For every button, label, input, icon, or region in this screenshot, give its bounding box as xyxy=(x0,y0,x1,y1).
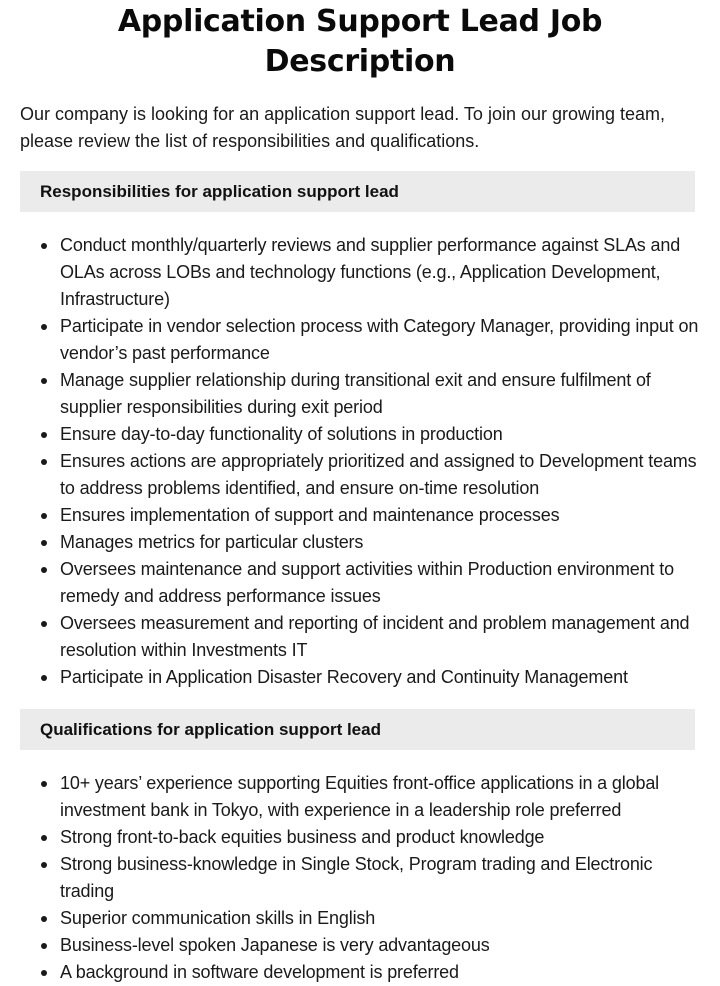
list-item xyxy=(20,664,700,691)
job-description-page xyxy=(0,2,720,986)
bullet-icon xyxy=(41,675,47,681)
qualifications-section-header xyxy=(20,709,695,750)
bullet-icon xyxy=(41,567,47,573)
bullet-icon xyxy=(41,943,47,949)
list-item xyxy=(20,232,700,313)
list-item-text: Ensure day-to-day functionality of solutions in production xyxy=(60,424,503,444)
bullet-icon xyxy=(41,432,47,438)
list-item-text: 10+ years’ experience supporting Equities front-office applications in a global investment bank in Tokyo, with experience in a leadership role preferred xyxy=(60,773,660,820)
list-item-text: Manages metrics for particular clusters xyxy=(60,532,364,552)
list-item-text: Ensures implementation of support and maintenance processes xyxy=(60,505,560,525)
qualifications-list xyxy=(20,770,700,986)
list-item-text: A background in software development is preferred xyxy=(60,962,459,982)
responsibilities-heading: Responsibilities for application support lead xyxy=(40,181,399,201)
qualifications-heading: Qualifications for application support lead xyxy=(40,719,381,739)
list-item xyxy=(20,824,700,851)
list-item xyxy=(20,448,700,502)
list-item xyxy=(20,367,700,421)
list-item xyxy=(20,313,700,367)
bullet-icon xyxy=(41,459,47,465)
bullet-icon xyxy=(41,781,47,787)
bullet-icon xyxy=(41,540,47,546)
list-item xyxy=(20,610,700,664)
list-item-text: Business-level spoken Japanese is very advantageous xyxy=(60,935,490,955)
list-item xyxy=(20,421,700,448)
list-item xyxy=(20,770,700,824)
list-item-text: Manage supplier relationship during transitional exit and ensure fulfilment of supplier responsibilities during exit period xyxy=(60,370,651,417)
list-item-text: Superior communication skills in English xyxy=(60,908,376,928)
list-item xyxy=(20,556,700,610)
intro-paragraph: Our company is looking for an application support lead. To join our growing team, please review the list of responsibilities and qualifications. xyxy=(20,104,666,151)
list-item-text: Ensures actions are appropriately prioritized and assigned to Development teams to address problems identified, and ensure on-time resolution xyxy=(60,451,697,498)
bullet-icon xyxy=(41,862,47,868)
bullet-icon xyxy=(41,513,47,519)
list-item xyxy=(20,851,700,905)
bullet-icon xyxy=(41,835,47,841)
responsibilities-list xyxy=(20,232,700,691)
list-item-text: Participate in Application Disaster Recovery and Continuity Management xyxy=(60,667,628,687)
list-item-text: Oversees measurement and reporting of incident and problem management and resolution within Investments IT xyxy=(60,613,690,660)
bullet-icon xyxy=(41,243,47,249)
bullet-icon xyxy=(41,916,47,922)
bullet-icon xyxy=(41,378,47,384)
list-item xyxy=(20,905,700,932)
page-title: Application Support Lead Job Description xyxy=(117,4,603,79)
list-item-text: Conduct monthly/quarterly reviews and supplier performance against SLAs and OLAs across LOBs and technology functions (e.g., Application Development, Infrastructure) xyxy=(60,235,681,309)
list-item xyxy=(20,932,700,959)
list-item xyxy=(20,529,700,556)
list-item-text: Participate in vendor selection process with Category Manager, providing input on vendor’s past performance xyxy=(60,316,699,363)
list-item-text: Strong business-knowledge in Single Stock, Program trading and Electronic trading xyxy=(60,854,653,901)
list-item xyxy=(20,959,700,986)
responsibilities-section-header xyxy=(20,171,695,212)
list-item xyxy=(20,502,700,529)
list-item-text: Strong front-to-back equities business and product knowledge xyxy=(60,827,545,847)
bullet-icon xyxy=(41,970,47,976)
bullet-icon xyxy=(41,621,47,627)
list-item-text: Oversees maintenance and support activities within Production environment to remedy and address performance issues xyxy=(60,559,674,606)
bullet-icon xyxy=(41,324,47,330)
